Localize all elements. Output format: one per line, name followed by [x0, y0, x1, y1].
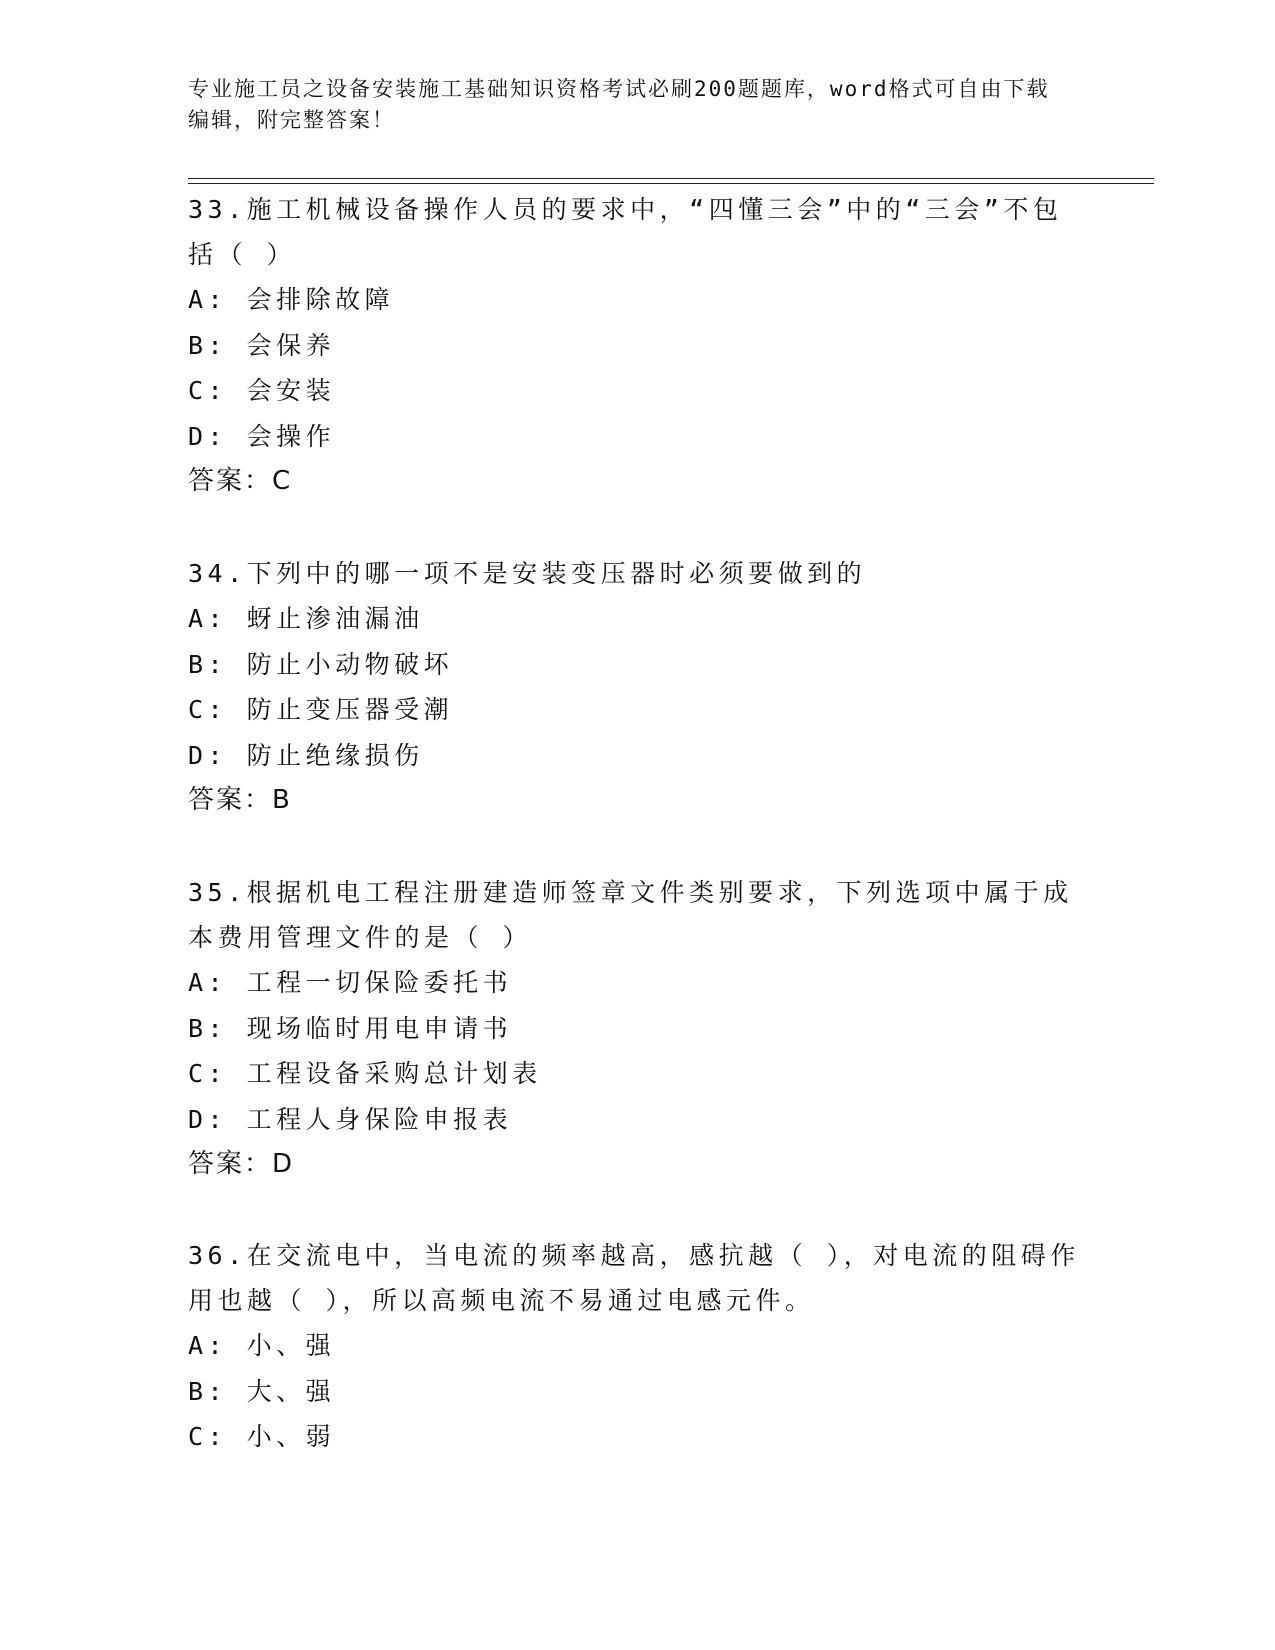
option-c: C: 会安装	[188, 376, 336, 405]
question-35	[188, 870, 1088, 1187]
header-divider-bottom	[188, 183, 1154, 184]
option-d: D: 会操作	[188, 421, 336, 451]
question-stem: 33.施工机械设备操作人员的要求中，“四懂三会”中的“三会”不包括（ ）	[188, 195, 1063, 269]
option-b: B: 会保养	[188, 330, 336, 360]
question-36	[188, 1233, 1088, 1460]
option-c: C: 防止变压器受潮	[188, 695, 454, 724]
option-a: A: 会排除故障	[188, 285, 395, 314]
question-33	[188, 187, 1088, 504]
answer-line: 答案：B	[188, 785, 292, 815]
option-d: D: 防止绝缘损伤	[188, 740, 424, 770]
question-34	[188, 551, 1088, 823]
answer-line: 答案：D	[188, 1149, 295, 1179]
document-header: 专业施工员之设备安装施工基础知识资格考试必刷200题题库，word格式可自由下载编辑，附完整答案！	[188, 77, 1050, 132]
option-b: B: 现场临时用电申请书	[188, 1013, 513, 1043]
option-d: D: 工程人身保险申报表	[188, 1104, 513, 1134]
question-stem: 34.下列中的哪一项不是安装变压器时必须要做到的	[188, 559, 867, 588]
option-b: B: 大、强	[188, 1376, 336, 1406]
option-a: A: 小、强	[188, 1331, 336, 1360]
answer-line: 答案：C	[188, 466, 293, 496]
option-a: A: 蚜止渗油漏油	[188, 604, 424, 633]
option-c: C: 小、弱	[188, 1422, 336, 1451]
option-c: C: 工程设备采购总计划表	[188, 1059, 542, 1088]
header-divider-top	[188, 178, 1154, 179]
option-b: B: 防止小动物破坏	[188, 649, 454, 679]
option-a: A: 工程一切保险委托书	[188, 968, 513, 997]
question-stem: 36.在交流电中，当电流的频率越高，感抗越（ ），对电流的阻碍作用也越（ ），所以高频电流不易通过电感元件。	[188, 1241, 1080, 1315]
question-stem: 35.根据机电工程注册建造师签章文件类别要求，下列选项中属于成本费用管理文件的是（ ）	[188, 878, 1073, 952]
